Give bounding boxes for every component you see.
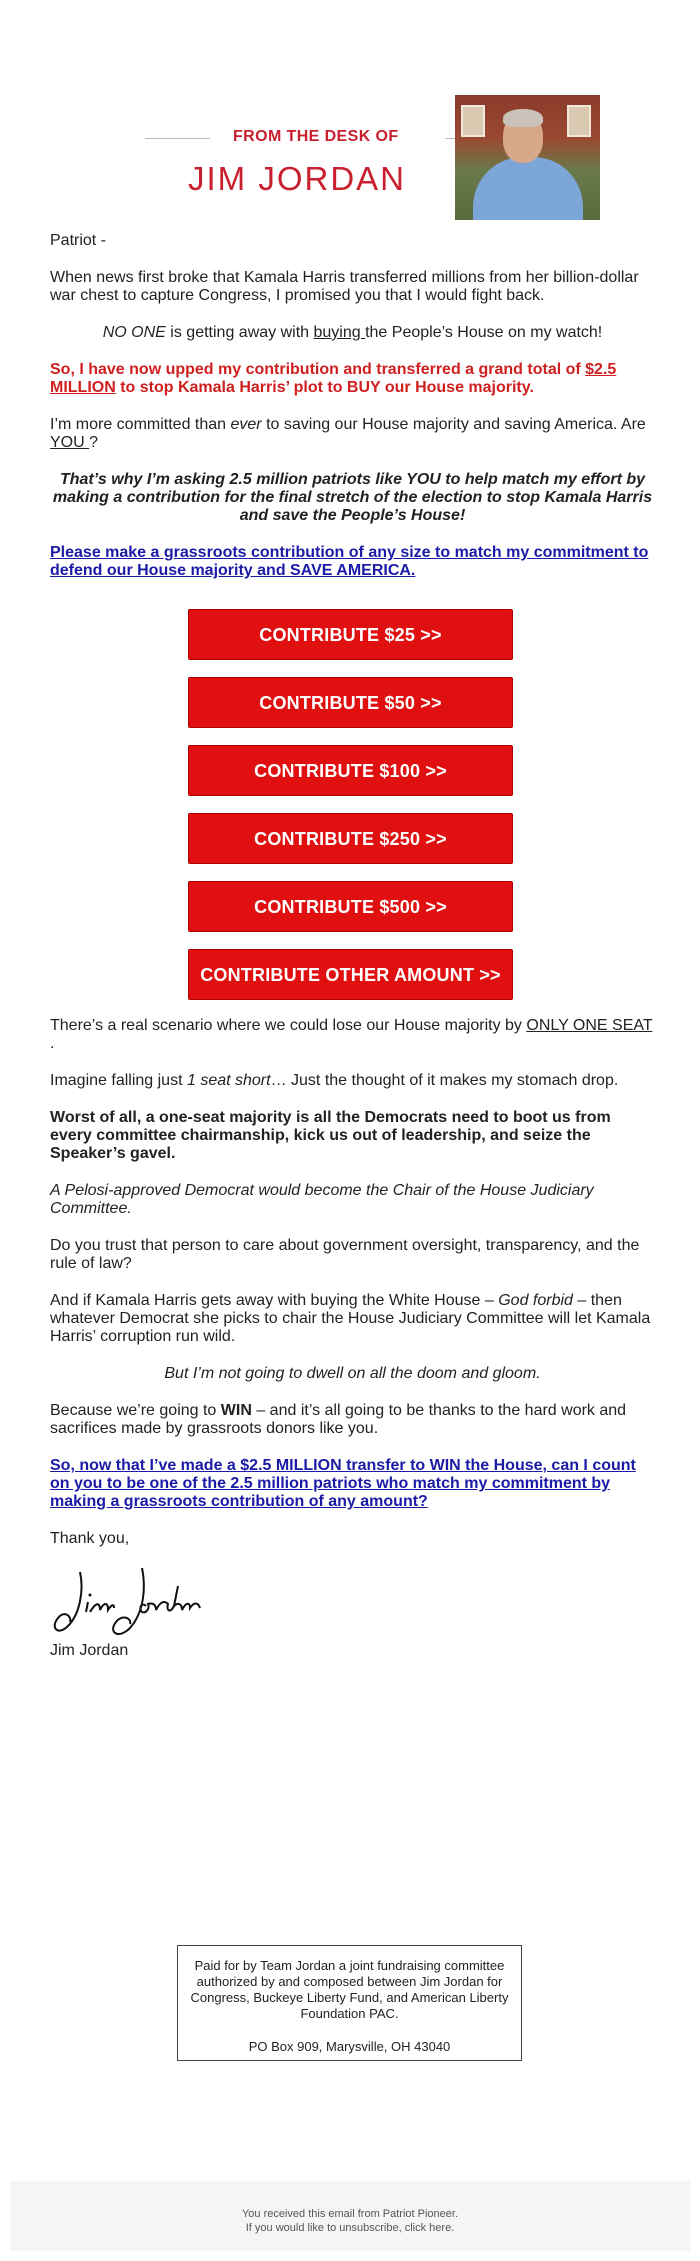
paragraph-5: That’s why I’m asking 2.5 million patriots like YOU to help match my effort by making a contribution for the final stretch of the election to stop Kamala Harris and save the People’s House! — [52, 471, 653, 524]
signature-image — [50, 1562, 655, 1642]
amount-link[interactable]: $2.5 MILLION — [50, 361, 617, 396]
signature-drawing — [50, 1562, 220, 1642]
greeting: Patriot - — [50, 232, 107, 249]
email-body — [50, 232, 655, 1660]
contribute-100-button[interactable]: CONTRIBUTE $100 >> — [188, 745, 513, 796]
paragraph-14: Because we’re going to WIN – and it’s all going to be thanks to the hard work and sacrifices made by grassroots donors like you. — [50, 1402, 627, 1437]
paid-for-text: Paid for by Team Jordan a joint fundraising committee authorized by and composed between Jim Jordan for Congress, Buckeye Liberty Fund, and American Liberty Foundation PAC. — [190, 1958, 509, 2021]
paragraph-7: There’s a real scenario where we could lose our House majority by ONLY ONE SEAT . — [50, 1017, 653, 1052]
paragraph-2: NO ONE is getting away with buying the People’s House on my watch! — [102, 324, 603, 341]
unsubscribe-footer — [10, 2181, 690, 2251]
paid-for-disclaimer — [177, 1945, 522, 2061]
match-commitment-link[interactable]: So, now that I’ve made a $2.5 MILLION transfer to WIN the House, can I count on you to be one of the 2.5 million patriots who match my commitment by making a grassroots contribution of any amount? — [50, 1457, 636, 1510]
email-header — [145, 95, 600, 220]
paragraph-10: A Pelosi-approved Democrat would become the Chair of the House Judiciary Committee. — [50, 1182, 594, 1217]
buying-text: buying — [313, 324, 366, 341]
no-one-text: NO ONE — [102, 324, 166, 341]
closing: Thank you, — [50, 1530, 130, 1547]
paragraph-8: Imagine falling just 1 seat short… Just the thought of it makes my stomach drop. — [50, 1072, 619, 1089]
only-one-seat-link[interactable]: ONLY ONE SEAT — [526, 1017, 653, 1034]
photo-window — [461, 105, 485, 137]
paragraph-3: So, I have now upped my contribution and transferred a grand total of $2.5 MILLION to stop Kamala Harris’ plot to BUY our House majority. — [50, 361, 617, 396]
grassroots-contribution-link[interactable]: Please make a grassroots contribution of any size to match my commitment to defend our House majority and SAVE AMERICA. — [50, 544, 649, 579]
you-link[interactable]: YOU — [50, 434, 90, 451]
header-divider-left — [145, 138, 210, 139]
contribute-other-button[interactable]: CONTRIBUTE OTHER AMOUNT >> — [188, 949, 513, 1000]
header-desk-label: FROM THE DESK OF — [233, 128, 399, 145]
photo-hair — [503, 109, 543, 127]
received-from-text: You received this email from Patriot Pioneer. — [241, 2208, 459, 2220]
paragraph-9: Worst of all, a one-seat majority is all the Democrats need to boot us from every committee chairmanship, kick us out of leadership, and seize the Speaker’s gavel. — [50, 1109, 611, 1162]
contribute-500-button[interactable]: CONTRIBUTE $500 >> — [188, 881, 513, 932]
photo-shirt — [473, 157, 583, 220]
signer-name: Jim Jordan — [50, 1642, 129, 1659]
paragraph-1: When news first broke that Kamala Harris transferred millions from her billion-dollar war chest to capture Congress, I promised you that I would fight back. — [50, 269, 639, 304]
paragraph-4: I’m more committed than ever to saving our House majority and saving America. Are YOU ? — [50, 416, 646, 451]
photo-window — [567, 105, 591, 137]
paragraph-11: Do you trust that person to care about government oversight, transparency, and the rule of law? — [50, 1237, 640, 1272]
contribute-250-button[interactable]: CONTRIBUTE $250 >> — [188, 813, 513, 864]
paragraph-12: And if Kamala Harris gets away with buying the White House – God forbid – then whatever Democrat she picks to chair the House Judiciary Committee will let Kamala Harris’ corruption run wild. — [50, 1292, 651, 1345]
paragraph-13: But I’m not going to dwell on all the doom and gloom. — [164, 1365, 541, 1382]
contribution-buttons — [188, 609, 513, 1000]
mailing-address: PO Box 909, Marysville, OH 43040 — [248, 2039, 451, 2054]
contribute-25-button[interactable]: CONTRIBUTE $25 >> — [188, 609, 513, 660]
unsubscribe-text — [10, 2207, 690, 2235]
contribute-50-button[interactable]: CONTRIBUTE $50 >> — [188, 677, 513, 728]
header-name: JIM JORDAN — [188, 160, 406, 197]
portrait-photo — [455, 95, 600, 220]
unsubscribe-link[interactable]: If you would like to unsubscribe, click here. — [245, 2222, 455, 2234]
